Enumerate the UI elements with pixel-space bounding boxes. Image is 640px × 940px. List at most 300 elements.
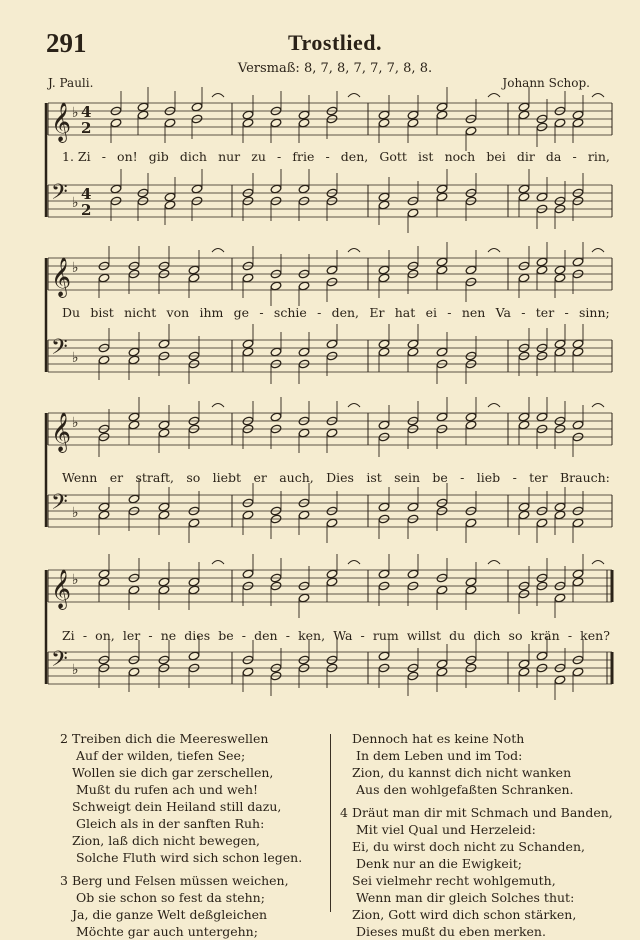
note-head: [270, 281, 282, 291]
note-head: [465, 585, 477, 595]
note-head: [98, 273, 110, 283]
verse-text: Gleich als in der sanften Ruh:: [76, 816, 265, 831]
bass-clef: 𝄢: [51, 335, 68, 365]
text-author: J. Pauli.: [48, 76, 94, 90]
note-head: [378, 273, 390, 283]
note-head: [110, 118, 122, 128]
note-head: [554, 593, 566, 603]
note-head: [378, 265, 390, 275]
verse-line: [340, 730, 613, 747]
note-head: [572, 257, 584, 267]
lyric-syllable: da: [545, 149, 562, 164]
lyric-syllable: ne: [160, 628, 177, 643]
lyric-syllable: -: [101, 149, 106, 164]
note-head: [188, 651, 200, 661]
lyric-syllable: ken,: [298, 628, 326, 643]
note-head: [298, 184, 310, 194]
lyric-syllable: on,: [95, 628, 115, 643]
verse-line: [340, 838, 613, 855]
lyric-syllable: er: [109, 470, 124, 485]
lyric-syllable: ist: [366, 470, 382, 485]
lyric-syllable: den,: [331, 305, 360, 320]
verse-line: [60, 889, 302, 906]
time-signature-bottom: 2: [81, 119, 92, 137]
note-head: [572, 420, 584, 430]
note-head: [436, 257, 448, 267]
flat-sign: ♭: [72, 350, 79, 366]
treble-clef: 𝄞: [51, 102, 72, 142]
note-head: [378, 200, 390, 210]
note-head: [572, 667, 584, 677]
note-head: [298, 510, 310, 520]
lyric-syllable: Wa: [333, 628, 353, 643]
note-head: [158, 339, 170, 349]
note-head: [137, 110, 149, 120]
lyric-syllable: Va: [495, 305, 511, 320]
verse-number: 2: [60, 731, 68, 746]
note-head: [465, 577, 477, 587]
note-head: [407, 569, 419, 579]
lyric-syllable: gib: [148, 149, 169, 164]
verse-text: In dem Leben und im Tod:: [356, 748, 523, 763]
lyric-syllable: er: [253, 470, 267, 485]
flat-sign: ♭: [72, 662, 79, 678]
note-head: [137, 102, 149, 112]
lyric-syllable: lieb: [476, 470, 501, 485]
verse-text: Wollen sie dich gar zerschellen,: [72, 765, 274, 780]
verse-line: [60, 781, 302, 798]
note-head: [191, 184, 203, 194]
lyric-syllable: frie: [292, 149, 315, 164]
verse-text: Ob sie schon so fest da stehn;: [76, 890, 265, 905]
note-head: [554, 675, 566, 685]
flat-sign: ♭: [72, 195, 79, 211]
lyric-syllable: -: [564, 305, 569, 320]
note-head: [188, 518, 200, 528]
lyric-line: [62, 628, 610, 643]
fermata: [592, 404, 604, 408]
verse-text: Mit viel Qual und Herzeleid:: [356, 822, 536, 837]
verse-line: [340, 821, 613, 838]
lyric-syllable: -: [360, 628, 365, 643]
verse-line: [60, 906, 302, 923]
lyric-syllable: -: [241, 628, 246, 643]
note-head: [554, 265, 566, 275]
lyric-syllable: rin,: [587, 149, 610, 164]
note-head: [164, 200, 176, 210]
verse-text: Zion, laß dich nicht bewegen,: [72, 833, 261, 848]
treble-clef: 𝄞: [51, 569, 72, 609]
note-head: [518, 184, 530, 194]
lyric-syllable: ei: [425, 305, 437, 320]
note-head: [378, 569, 390, 579]
note-head: [326, 569, 338, 579]
lyric-syllable: dir: [516, 149, 535, 164]
note-head: [554, 347, 566, 357]
verse-text: Berg und Felsen müssen weichen,: [72, 873, 289, 888]
verse-block: [340, 730, 613, 798]
verse-text: Wenn man dir gleich Solches thut:: [356, 890, 575, 905]
note-head: [270, 412, 282, 422]
fermata: [348, 249, 360, 253]
note-head: [128, 494, 140, 504]
note-head: [98, 510, 110, 520]
verse-text: Sei vielmehr recht wohlgemuth,: [352, 873, 556, 888]
fermata: [212, 94, 224, 98]
note-head: [164, 118, 176, 128]
verse-text: Zion, du kannst dich nicht wanken: [352, 765, 572, 780]
note-head: [572, 569, 584, 579]
verse-line: [340, 889, 613, 906]
lyric-syllable: be: [432, 470, 448, 485]
fermata: [212, 404, 224, 408]
lyric-syllable: du: [449, 628, 466, 643]
fermata: [348, 404, 360, 408]
note-head: [518, 659, 530, 669]
note-head: [572, 118, 584, 128]
verse-text: Mußt du rufen ach und weh!: [76, 782, 259, 797]
verse-line: [340, 923, 613, 940]
lyric-syllable: ter: [535, 305, 555, 320]
note-head: [188, 265, 200, 275]
flat-sign: ♭: [72, 105, 79, 121]
verse-text: Zion, Gott wird dich schon stärken,: [352, 907, 577, 922]
note-head: [110, 184, 122, 194]
note-head: [326, 339, 338, 349]
lyric-syllable: nen: [461, 305, 486, 320]
note-head: [554, 339, 566, 349]
meter-line: Versmaß: 8, 7, 8, 7, 7, 7, 8, 8.: [237, 61, 433, 76]
note-head: [572, 577, 584, 587]
note-head: [128, 667, 140, 677]
lyric-syllable: -: [460, 470, 465, 485]
note-head: [572, 347, 584, 357]
note-head: [554, 118, 566, 128]
note-head: [465, 126, 477, 136]
hymn-title: Trostlied.: [287, 30, 383, 55]
note-head: [98, 569, 110, 579]
time-signature-top: 4: [81, 103, 92, 121]
bass-clef: 𝄢: [51, 647, 68, 677]
fermata: [488, 561, 500, 565]
note-head: [128, 585, 140, 595]
time-signature-top: 4: [81, 185, 92, 203]
verse-block: [60, 872, 302, 940]
lyric-syllable: von: [166, 305, 190, 320]
verse-line: [340, 781, 613, 798]
column-divider: [330, 734, 331, 912]
lyric-syllable: ge: [233, 305, 250, 320]
verse-line: [60, 764, 302, 781]
note-head: [128, 347, 140, 357]
note-head: [436, 412, 448, 422]
note-head: [572, 339, 584, 349]
lyric-syllable: sein: [394, 470, 421, 485]
verse-text: Schweigt dein Heiland still dazu,: [72, 799, 282, 814]
note-head: [242, 347, 254, 357]
note-head: [436, 585, 448, 595]
verse-line: [60, 849, 302, 866]
flat-sign: ♭: [72, 572, 79, 588]
lyric-syllable: liebt: [212, 470, 242, 485]
note-head: [242, 667, 254, 677]
note-head: [378, 347, 390, 357]
note-head: [436, 110, 448, 120]
lyric-syllable: Wenn: [62, 470, 98, 485]
note-head: [298, 118, 310, 128]
fermata: [488, 94, 500, 98]
lyric-syllable: Du: [62, 305, 81, 320]
note-head: [554, 510, 566, 520]
note-head: [378, 339, 390, 349]
note-head: [465, 420, 477, 430]
note-head: [242, 339, 254, 349]
verse-text: Aus den wohlgefaßten Schranken.: [356, 782, 574, 797]
note-head: [158, 510, 170, 520]
verse-text: Solche Fluth wird sich schon legen.: [76, 850, 303, 865]
note-head: [158, 585, 170, 595]
note-head: [270, 184, 282, 194]
treble-clef: 𝄞: [51, 257, 72, 297]
note-head: [98, 355, 110, 365]
note-head: [436, 659, 448, 669]
verse-line: [340, 906, 613, 923]
note-head: [128, 355, 140, 365]
verse-text: Dennoch hat es keine Noth: [352, 731, 525, 746]
lyric-syllable: 1. Zi: [62, 149, 91, 164]
note-head: [298, 281, 310, 291]
note-head: [465, 518, 477, 528]
lyric-syllable: ter: [529, 470, 548, 485]
note-head: [407, 118, 419, 128]
lyric-syllable: so: [186, 470, 201, 485]
note-head: [465, 412, 477, 422]
fermata: [488, 249, 500, 253]
lyric-syllable: Brauch:: [559, 470, 610, 485]
note-head: [436, 192, 448, 202]
verse-line: [340, 855, 613, 872]
lyric-syllable: -: [148, 628, 153, 643]
note-head: [536, 265, 548, 275]
verse-text: Ja, die ganze Welt deßgleichen: [72, 907, 268, 922]
fermata: [348, 561, 360, 565]
note-head: [518, 273, 530, 283]
lyric-syllable: schie: [273, 305, 307, 320]
note-head: [378, 651, 390, 661]
lyric-syllable: sinn;: [579, 305, 610, 320]
note-head: [326, 265, 338, 275]
note-head: [407, 502, 419, 512]
fermata: [592, 94, 604, 98]
fermata: [212, 249, 224, 253]
note-head: [518, 412, 530, 422]
note-head: [158, 577, 170, 587]
verse-text: Denk nur an die Ewigkeit;: [356, 856, 522, 871]
note-head: [436, 102, 448, 112]
note-head: [518, 102, 530, 112]
lyric-syllable: ist: [418, 149, 434, 164]
lyric-syllable: zu: [251, 149, 266, 164]
lyric-syllable: bei: [486, 149, 506, 164]
verse-line: [340, 747, 613, 764]
note-head: [298, 428, 310, 438]
note-head: [554, 502, 566, 512]
lyric-syllable: ken?: [580, 628, 610, 643]
lyric-syllable: Zi: [62, 628, 75, 643]
treble-clef: 𝄞: [51, 412, 72, 452]
note-head: [518, 667, 530, 677]
lyric-syllable: Er: [369, 305, 385, 320]
note-head: [242, 118, 254, 128]
note-head: [164, 192, 176, 202]
lyric-syllable: auch,: [279, 470, 314, 485]
lyric-syllable: krän: [530, 628, 560, 643]
lyric-syllable: straft,: [135, 470, 174, 485]
bass-clef: 𝄢: [51, 180, 68, 210]
lyric-syllable: dich: [179, 149, 207, 164]
note-head: [536, 518, 548, 528]
note-head: [518, 420, 530, 430]
flat-sign: ♭: [72, 415, 79, 431]
note-head: [536, 257, 548, 267]
time-signature-bottom: 2: [81, 201, 92, 219]
note-head: [572, 110, 584, 120]
note-head: [518, 502, 530, 512]
note-head: [518, 110, 530, 120]
lyric-syllable: Gott: [379, 149, 407, 164]
lyric-syllable: ihm: [199, 305, 224, 320]
verse-text: Dräut man dir mit Schmach und Banden,: [352, 805, 613, 820]
lyric-line: [62, 470, 610, 485]
note-head: [407, 208, 419, 218]
lyric-syllable: -: [572, 149, 577, 164]
note-head: [436, 667, 448, 677]
verse-text: Dieses mußt du eben merken.: [356, 924, 546, 939]
lyric-syllable: ler: [122, 628, 141, 643]
note-head: [407, 110, 419, 120]
verse-block: [60, 730, 302, 866]
composer: Johann Schop.: [502, 76, 590, 90]
note-head: [326, 518, 338, 528]
lyric-syllable: on!: [117, 149, 138, 164]
lyric-syllable: -: [259, 305, 264, 320]
lyric-syllable: den: [254, 628, 278, 643]
verse-block: [340, 804, 613, 940]
lyric-syllable: rum: [372, 628, 399, 643]
lyric-syllable: dich: [473, 628, 501, 643]
verse-line: [340, 764, 613, 781]
fermata: [348, 94, 360, 98]
note-head: [128, 412, 140, 422]
note-head: [378, 118, 390, 128]
note-head: [242, 273, 254, 283]
note-head: [98, 577, 110, 587]
note-head: [298, 593, 310, 603]
lyric-syllable: dies: [184, 628, 211, 643]
note-head: [436, 184, 448, 194]
lyric-line: [62, 305, 610, 320]
note-head: [188, 577, 200, 587]
lyric-syllable: -: [325, 149, 330, 164]
verse-line: [340, 872, 613, 889]
verse-text: Treiben dich die Meereswellen: [72, 731, 269, 746]
note-head: [436, 265, 448, 275]
verses-right-column: [340, 730, 613, 940]
lyric-syllable: so: [508, 628, 523, 643]
note-head: [158, 502, 170, 512]
lyric-syllable: nicht: [124, 305, 157, 320]
note-head: [158, 428, 170, 438]
lyric-syllable: den,: [340, 149, 369, 164]
note-head: [188, 273, 200, 283]
note-head: [270, 347, 282, 357]
verse-text: Möchte gar auch untergehn;: [76, 924, 258, 939]
note-head: [326, 577, 338, 587]
verse-text: Ei, du wirst doch nicht zu Schanden,: [352, 839, 585, 854]
note-head: [465, 265, 477, 275]
lyric-syllable: Dies: [326, 470, 354, 485]
note-head: [242, 510, 254, 520]
verse-line: [60, 872, 302, 889]
lyric-line: [62, 149, 610, 164]
verse-line: [60, 798, 302, 815]
lyric-syllable: hat: [394, 305, 416, 320]
note-head: [242, 569, 254, 579]
lyric-syllable: -: [285, 628, 290, 643]
note-head: [128, 420, 140, 430]
note-head: [378, 192, 390, 202]
note-head: [407, 339, 419, 349]
verses-left-column: [60, 730, 302, 940]
verse-text: Auf der wilden, tiefen See;: [76, 748, 246, 763]
note-head: [407, 347, 419, 357]
note-head: [298, 110, 310, 120]
fermata: [212, 561, 224, 565]
verse-line: [60, 923, 302, 940]
note-head: [270, 118, 282, 128]
verse-line: [60, 832, 302, 849]
fermata: [488, 404, 500, 408]
lyric-syllable: -: [447, 305, 452, 320]
note-head: [536, 651, 548, 661]
note-head: [98, 502, 110, 512]
lyric-syllable: noch: [444, 149, 476, 164]
note-head: [518, 192, 530, 202]
lyric-syllable: -: [521, 305, 526, 320]
flat-sign: ♭: [72, 505, 79, 521]
note-head: [554, 273, 566, 283]
note-head: [536, 192, 548, 202]
verse-line: [60, 730, 302, 747]
verse-number: 3: [60, 873, 68, 888]
note-head: [572, 518, 584, 528]
note-head: [378, 502, 390, 512]
note-head: [436, 347, 448, 357]
lyric-syllable: -: [277, 149, 282, 164]
lyric-syllable: -: [567, 628, 573, 643]
note-head: [242, 110, 254, 120]
hymn-number: 291: [46, 28, 87, 58]
verse-line: [60, 747, 302, 764]
bass-clef: 𝄢: [51, 490, 68, 520]
lyric-syllable: willst: [406, 628, 442, 643]
lyric-syllable: -: [317, 305, 322, 320]
lyric-syllable: nur: [218, 149, 241, 164]
note-head: [326, 428, 338, 438]
note-head: [378, 110, 390, 120]
fermata: [592, 561, 604, 565]
lyric-syllable: be: [218, 628, 234, 643]
